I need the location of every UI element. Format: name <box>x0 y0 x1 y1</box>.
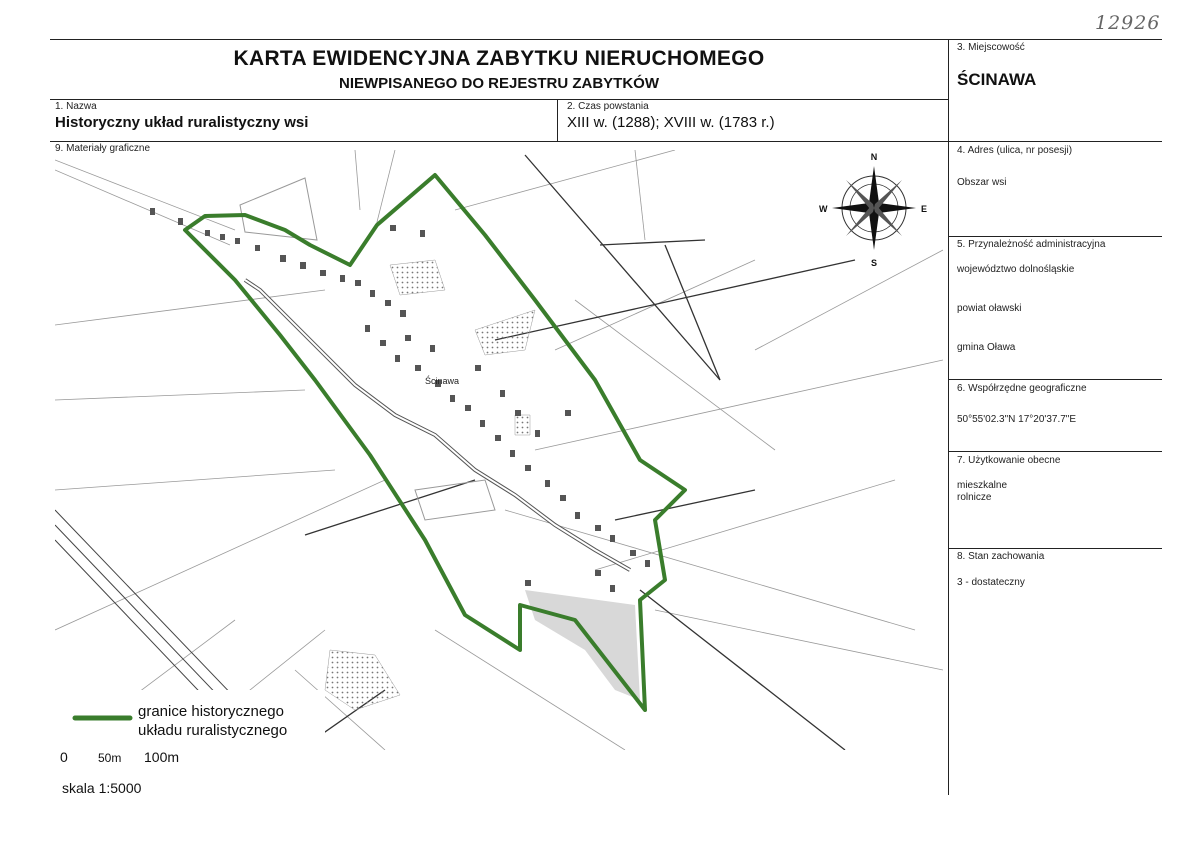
place-value: ŚCINAWA <box>957 70 1037 89</box>
compass-w: W <box>819 204 828 214</box>
map-main-road <box>245 280 630 570</box>
date-value: XIII w. (1288); XVIII w. (1783 r.) <box>567 114 775 131</box>
compass-rose <box>819 152 927 268</box>
name-value: Historyczny układ ruralistyczny wsi <box>55 114 309 131</box>
usage-value-residential: mieszkalne <box>957 480 1008 491</box>
name-label: 1. Nazwa <box>55 101 97 112</box>
handwritten-number: 12926 <box>1095 12 1161 34</box>
map-field-lines <box>55 150 943 750</box>
legend-text-line1: granice historycznego <box>138 703 284 720</box>
map-main-road-inner <box>245 280 630 570</box>
name-date-divider <box>557 99 558 141</box>
map-plot-outline <box>240 178 317 240</box>
village-map-label: Ścinawa <box>425 376 460 386</box>
place-label: 3. Miejscowość <box>957 42 1025 53</box>
divider-condition <box>948 548 1162 549</box>
compass-s: S <box>870 258 878 268</box>
divider-admin <box>948 236 1162 237</box>
scale-tick-0: 0 <box>60 749 68 765</box>
scale-tick-100: 100m <box>144 749 180 765</box>
address-value: Obszar wsi <box>957 177 1007 188</box>
village-map <box>55 150 943 750</box>
row-divider-line <box>50 141 1162 142</box>
scale-text: skala 1:5000 <box>62 780 142 796</box>
condition-value: 3 - dostateczny <box>957 577 1025 588</box>
voivodeship-value: województwo dolnośląskie <box>957 264 1075 275</box>
address-label: 4. Adres (ulica, nr posesji) <box>957 145 1073 156</box>
date-label: 2. Czas powstania <box>567 101 649 112</box>
divider-usage <box>948 451 1162 452</box>
commune-value: gmina Oława <box>957 342 1016 353</box>
condition-label: 8. Stan zachowania <box>957 551 1045 562</box>
coords-value: 50°55'02.3"N 17°20'37.7"E <box>957 414 1077 425</box>
compass-e: E <box>921 204 928 214</box>
title-divider-line <box>50 99 948 100</box>
usage-value-agricultural: rolnicze <box>957 492 992 503</box>
map-hatched-areas <box>325 260 535 710</box>
coords-label: 6. Współrzędne geograficzne <box>957 383 1087 394</box>
admin-label: 5. Przynależność administracyjna <box>957 239 1106 250</box>
compass-n: N <box>870 152 878 162</box>
card-title: KARTA EWIDENCYJNA ZABYTKU NIERUCHOMEGO <box>233 47 765 70</box>
right-column-divider <box>948 39 949 795</box>
card-subtitle: NIEWPISANEGO DO REJESTRU ZABYTKÓW <box>338 75 660 92</box>
legend-text-line2: układu ruralistycznego <box>138 722 288 739</box>
divider-coords <box>948 379 1162 380</box>
county-value: powiat oławski <box>957 303 1022 314</box>
frame-top-line <box>50 39 1162 40</box>
usage-label: 7. Użytkowanie obecne <box>957 455 1061 466</box>
scale-tick-50: 50m <box>98 751 122 765</box>
graphics-label: 9. Materiały graficzne <box>55 143 151 154</box>
